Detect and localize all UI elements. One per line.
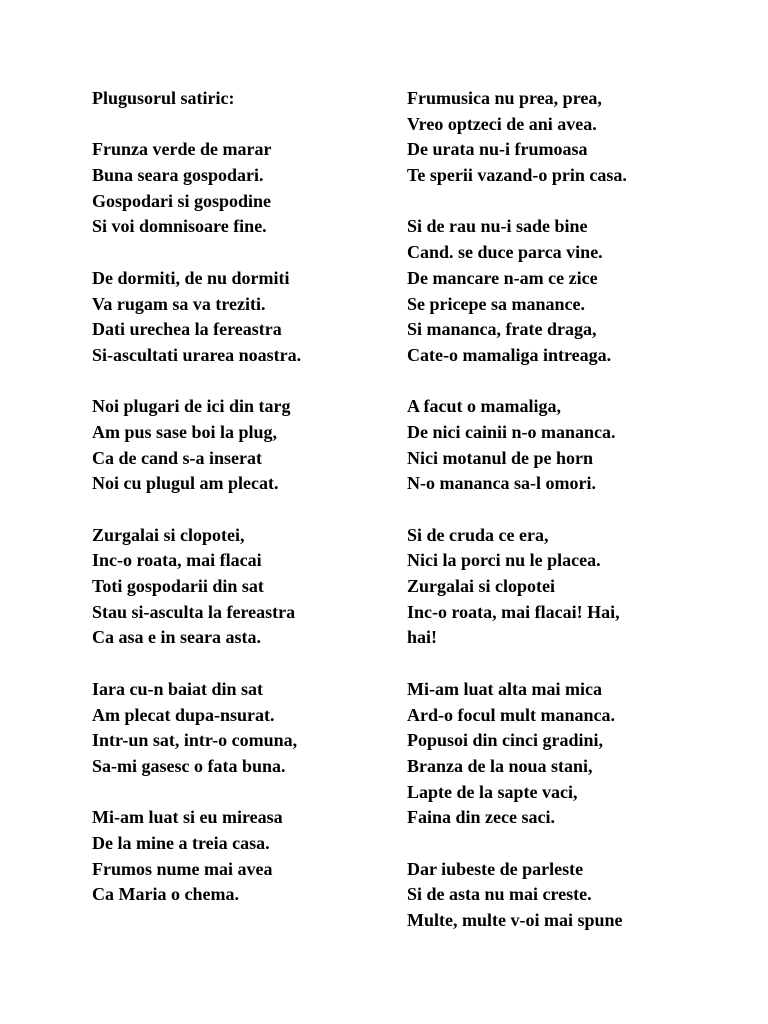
poem-line: Si-ascultati urarea noastra. <box>92 344 302 365</box>
stanza <box>92 677 422 780</box>
stanza <box>92 86 422 112</box>
stanza <box>407 394 737 497</box>
poem-line: Stau si-asculta la fereastra <box>92 601 296 622</box>
poem-line: De urata nu-i frumoasa <box>407 139 588 160</box>
poem-line: Lapte de la sapte vaci, <box>407 781 578 802</box>
poem-line: Ca de cand s-a inserat <box>92 447 262 468</box>
stanza <box>92 266 422 369</box>
poem-line: Cand. se duce parca vine. <box>407 242 603 263</box>
poem-title: Plugusorul satiric: <box>92 88 235 108</box>
left-column <box>92 86 422 908</box>
poem-line: Vreo optzeci de ani avea. <box>407 113 597 134</box>
poem-line: Iara cu-n baiat din sat <box>92 678 264 699</box>
poem-line: De dormiti, de nu dormiti <box>92 267 290 288</box>
poem-line: Am plecat dupa-nsurat. <box>92 704 275 725</box>
poem-line: Am pus sase boi la plug, <box>92 421 278 442</box>
poem-line: hai! <box>407 627 438 648</box>
poem-line: Nici la porci nu le placea. <box>407 550 601 571</box>
poem-line: N-o mananca sa-l omori. <box>407 473 596 494</box>
stanza <box>407 214 737 368</box>
stanza <box>92 805 422 908</box>
poem-line: Noi plugari de ici din targ <box>92 396 291 417</box>
poem-line: Nici motanul de pe horn <box>407 447 594 468</box>
stanza <box>407 86 737 189</box>
stanza <box>407 523 737 651</box>
stanza <box>407 677 737 831</box>
poem-line: Si voi domnisoare fine. <box>92 216 267 237</box>
poem-line: Gospodari si gospodine <box>92 190 272 211</box>
poem-line: Zurgalai si clopotei, <box>92 524 245 545</box>
poem-line: Noi cu plugul am plecat. <box>92 473 279 494</box>
poem-line: Popusoi din cinci gradini, <box>407 730 604 751</box>
poem-line: Si de rau nu-i sade bine <box>407 216 588 237</box>
poem-line: Inc-o roata, mai flacai <box>92 550 262 571</box>
poem-line: Va rugam sa va treziti. <box>92 293 266 314</box>
poem-line: Se pricepe sa manance. <box>407 293 585 314</box>
poem-line: Inc-o roata, mai flacai! Hai, <box>407 601 620 622</box>
poem-line: Ca asa e in seara asta. <box>92 627 261 648</box>
poem-line: Frunza verde de marar <box>92 139 272 160</box>
poem-line: Cate-o mamaliga intreaga. <box>407 344 612 365</box>
poem-line: Mi-am luat alta mai mica <box>407 678 602 699</box>
poem-line: De la mine a treia casa. <box>92 832 270 853</box>
poem-line: De mancare n-am ce zice <box>407 267 598 288</box>
stanza <box>92 394 422 497</box>
poem-line: Toti gospodarii din sat <box>92 576 264 597</box>
poem-line: Multe, multe v-oi mai spune <box>407 910 623 930</box>
stanza <box>407 857 737 934</box>
poem-line: Frumos nume mai avea <box>92 858 273 879</box>
stanza <box>92 137 422 240</box>
poem-line: Branza de la noua stani, <box>407 755 593 776</box>
poem-line: Intr-un sat, intr-o comuna, <box>92 730 298 751</box>
poem-line: Si de asta nu mai creste. <box>407 884 592 905</box>
poem-line: Dati urechea la fereastra <box>92 319 282 340</box>
poem-line: A facut o mamaliga, <box>407 396 561 417</box>
poem-line: Frumusica nu prea, prea, <box>407 88 602 108</box>
right-column <box>407 86 737 934</box>
poem-line: Zurgalai si clopotei <box>407 576 555 597</box>
stanza <box>92 523 422 651</box>
poem-line: Buna seara gospodari. <box>92 165 264 186</box>
poem-line: Si de cruda ce era, <box>407 524 549 545</box>
poem-line: Si mananca, frate draga, <box>407 319 597 340</box>
poem-line: Mi-am luat si eu mireasa <box>92 807 283 828</box>
poem-line: Ca Maria o chema. <box>92 884 239 905</box>
poem-line: Te sperii vazand-o prin casa. <box>407 165 627 186</box>
poem-line: Faina din zece saci. <box>407 807 555 828</box>
poem-line: Dar iubeste de parleste <box>407 858 584 879</box>
poem-line: Sa-mi gasesc o fata buna. <box>92 755 286 776</box>
poem-line: Ard-o focul mult mananca. <box>407 704 615 725</box>
poem-line: De nici cainii n-o mananca. <box>407 421 616 442</box>
